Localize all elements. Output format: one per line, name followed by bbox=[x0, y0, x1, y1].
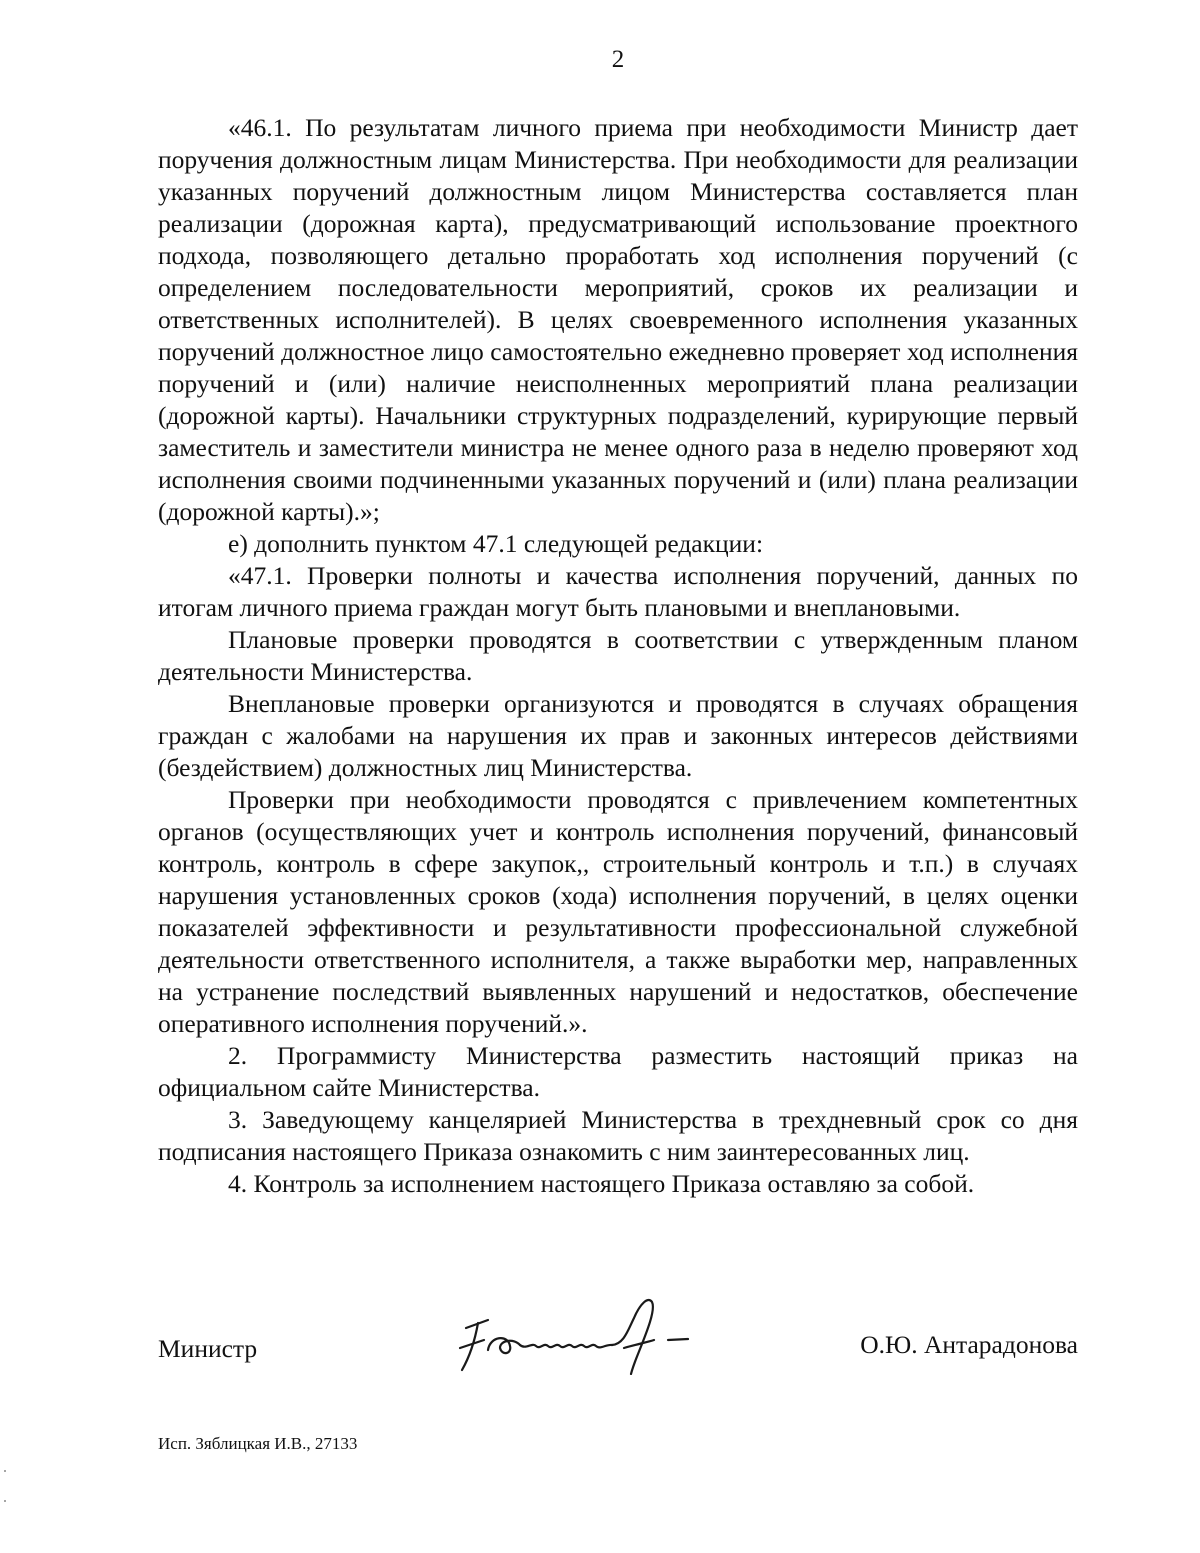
paragraph-item-4: 4. Контроль за исполнением настоящего Приказа оставляю за собой. bbox=[228, 1169, 975, 1198]
signature-block bbox=[158, 1290, 1078, 1380]
paragraph-46-1: «46.1. По результатам личного приема при необходимости Министр дает поручения должностным лицам Министерства. При необходимости для реализации указанных поручений должностным лицом Министерства составляется план реализации (дорожная карта), предусматривающий использование проектного подхода, позволяющего детально проработать ход исполнения поручений (с определением последовательности мероприятий, сроков их реализации и ответственных исполнителей). В целях своевременного исполнения указанных поручений должностное лицо самостоятельно ежедневно проверяет ход исполнения поручений и (или) наличие неисполненных мероприятий плана реализации (дорожной карты). Начальники структурных подразделений, курирующие первый заместитель и заместители министра не менее одного раза в неделю проверяют ход исполнения своими подчиненными указанных поручений и (или) плана реализации (дорожной карты).»; bbox=[158, 113, 1078, 526]
paragraph-47-1: «47.1. Проверки полноты и качества исполнения поручений, данных по итогам личного приема граждан могут быть плановыми и внеплановыми. bbox=[158, 561, 1078, 622]
signatory-name: О.Ю. Антарадонова bbox=[860, 1330, 1078, 1359]
signatory-role: Министр bbox=[158, 1334, 258, 1363]
scan-speck bbox=[4, 1500, 6, 1502]
handwritten-signature bbox=[448, 1290, 728, 1375]
document-body bbox=[158, 112, 1078, 1200]
page-number: 2 bbox=[611, 46, 625, 73]
paragraph-item-e: е) дополнить пунктом 47.1 следующей редакции: bbox=[228, 529, 764, 558]
paragraph-item-3: 3. Заведующему канцелярией Министерства в трехдневный срок со дня подписания настоящего Приказа ознакомить с ним заинтересованных лиц. bbox=[158, 1105, 1078, 1166]
paragraph-planned-checks: Плановые проверки проводятся в соответствии с утвержденным планом деятельности Министерства. bbox=[158, 625, 1078, 686]
executor-note: Исп. Зяблицкая И.В., 27133 bbox=[158, 1434, 358, 1453]
paragraph-checks-involvement: Проверки при необходимости проводятся с привлечением компетентных органов (осуществляющих учет и контроль исполнения поручений, финансовый контроль, контроль в сфере закупок,, строительный контроль и т.п.) в случаях нарушения установленных сроков (хода) исполнения поручений, в целях оценки показателей эффективности и результативности профессиональной служебной деятельности ответственного исполнителя, а также выработки мер, направленных на устранение последствий выявленных нарушений и недостатков, обеспечение оперативного исполнения поручений.». bbox=[158, 785, 1078, 1038]
paragraph-unplanned-checks: Внеплановые проверки организуются и проводятся в случаях обращения граждан с жалобами на нарушения их прав и законных интересов действиями (бездействием) должностных лиц Министерства. bbox=[158, 689, 1078, 782]
paragraph-item-2: 2. Программисту Министерства разместить настоящий приказ на официальном сайте Министерства. bbox=[158, 1041, 1078, 1102]
scan-speck bbox=[4, 1470, 6, 1472]
